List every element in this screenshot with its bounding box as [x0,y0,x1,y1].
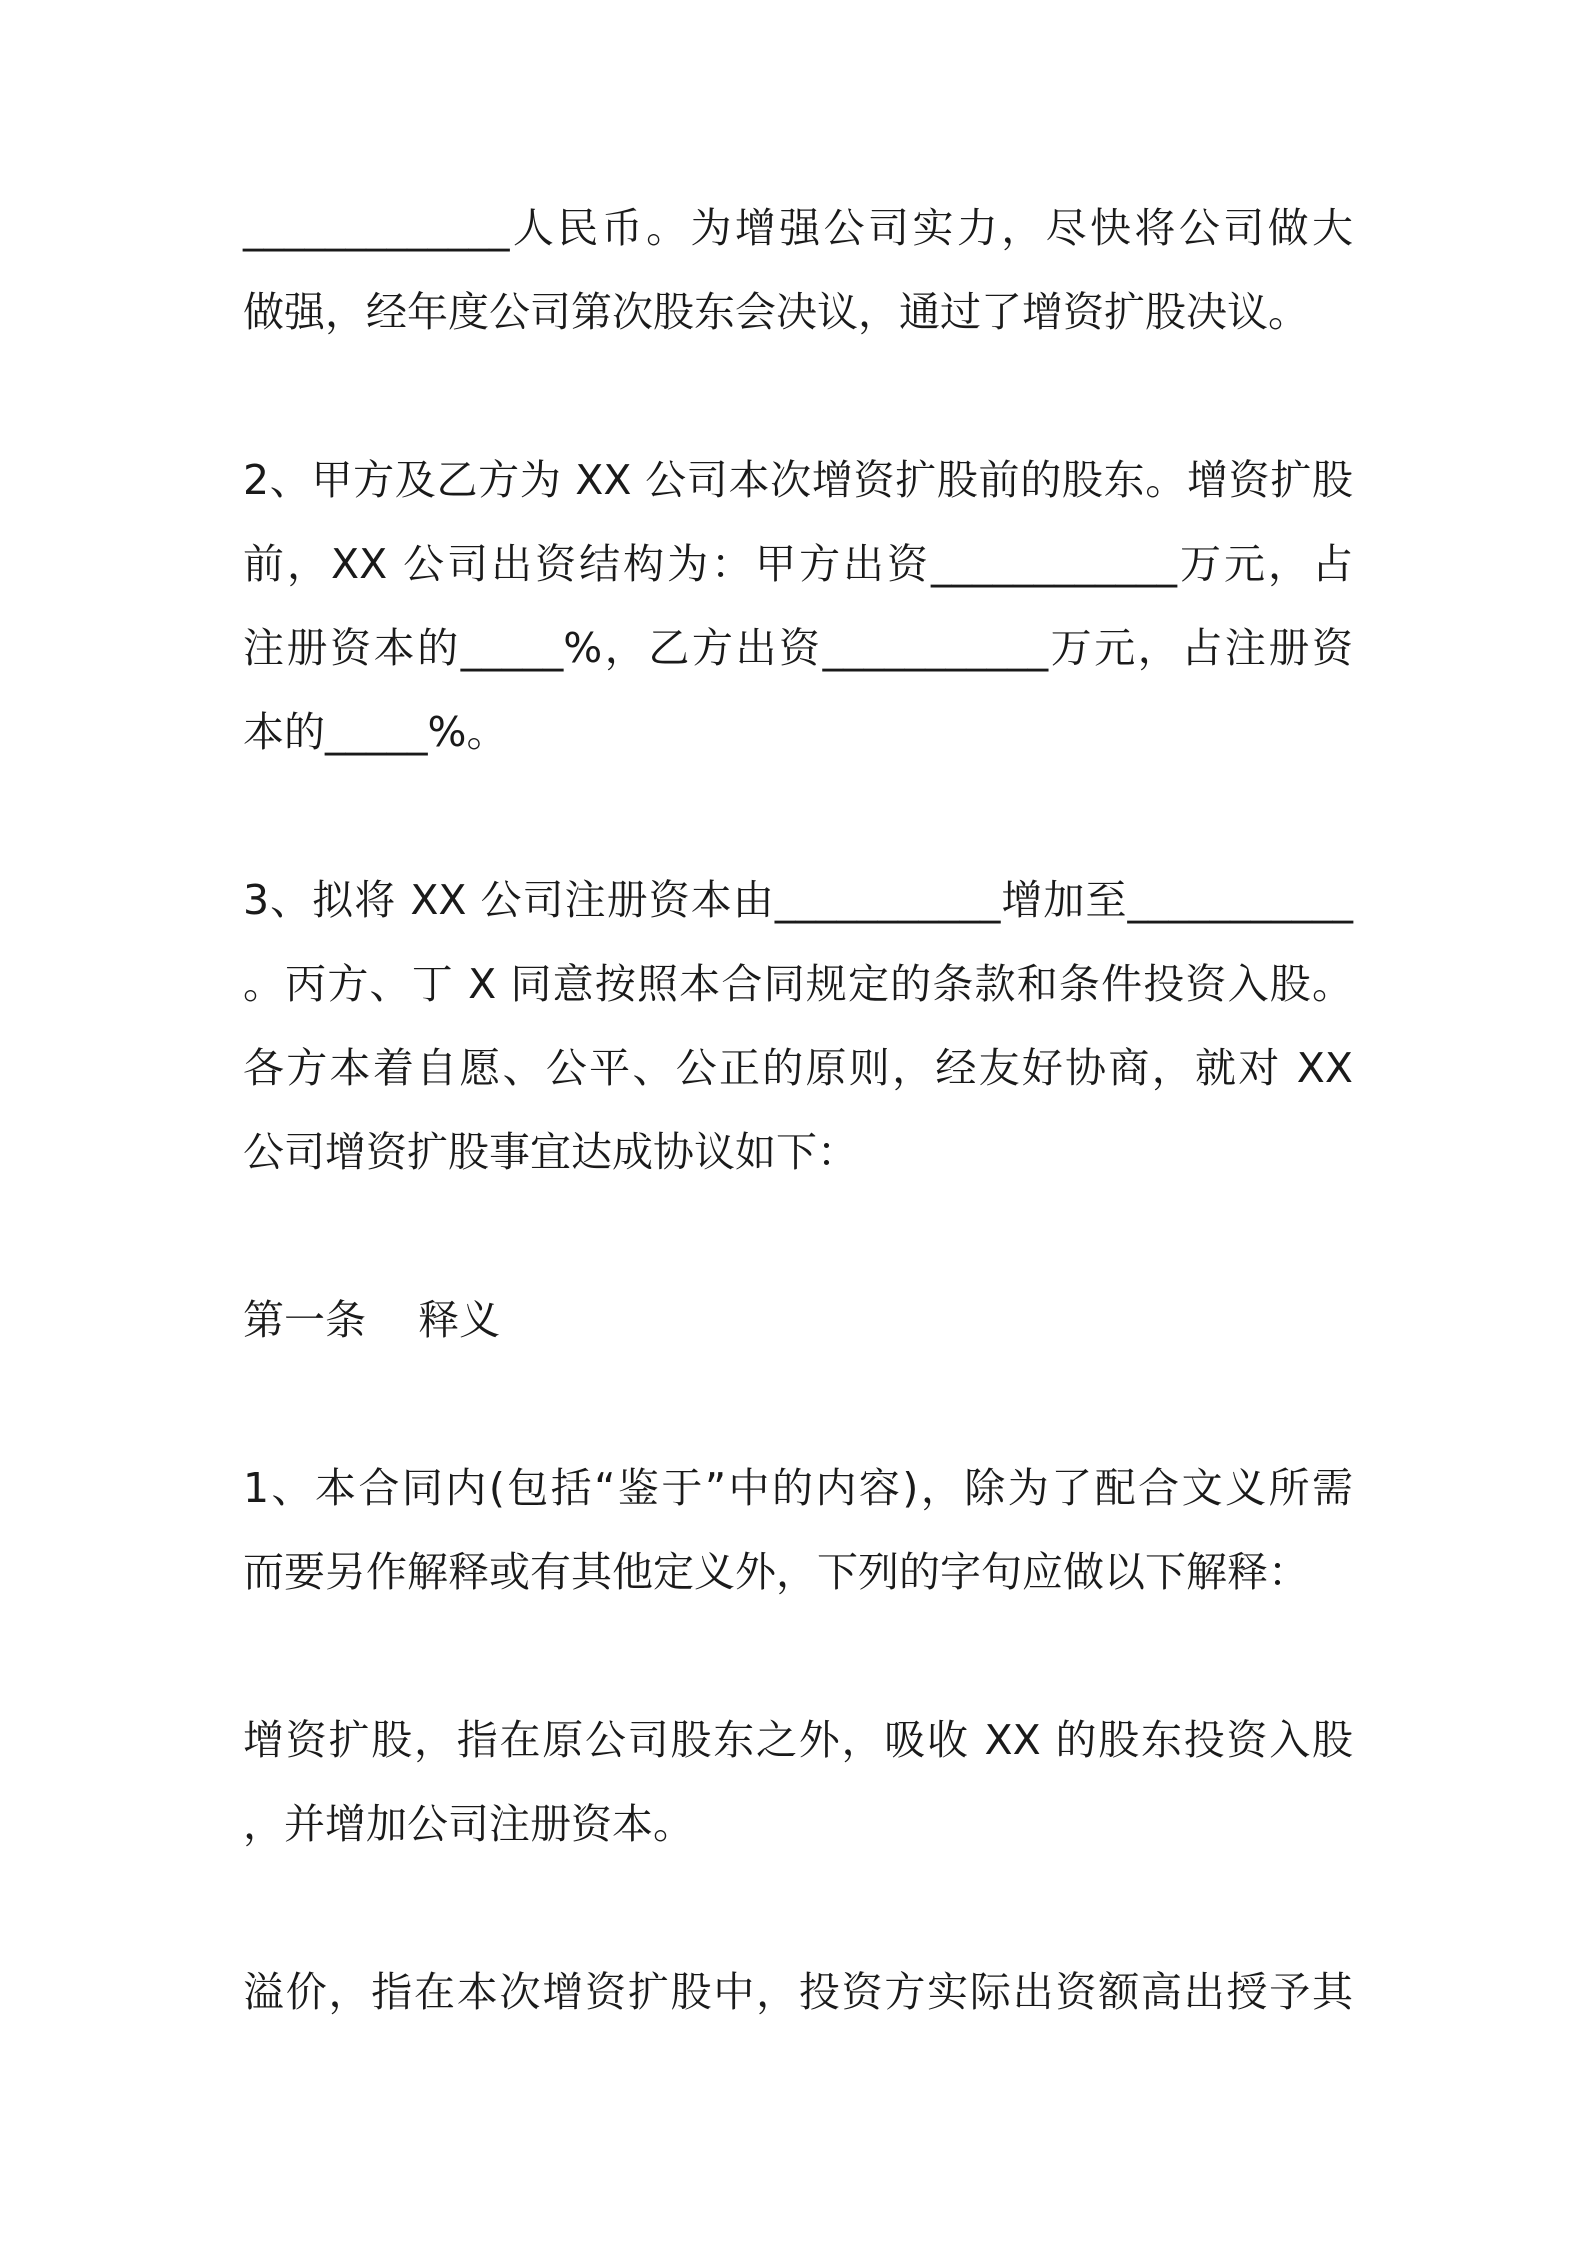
paragraph-definition-capital-increase [243,1698,1353,1866]
paragraph-capital-increase [243,858,1353,1194]
paragraph-definition-premium [243,1950,1353,2034]
text-line: 本的_____%。 [243,708,508,756]
text-line: 增资扩股，指在原公司股东之外，吸收 XX 的股东投资入股 [243,1716,1353,1764]
text-line: 各方本着自愿、公平、公正的原则，经友好协商，就对 XX [243,1044,1353,1092]
text-line: ，并增加公司注册资本。 [243,1800,694,1848]
text-line: 而要另作解释或有其他定义外，下列的字句应做以下解释： [243,1548,1309,1596]
text-line: 1、本合同内(包括“鉴于”中的内容)，除为了配合文义所需 [243,1464,1353,1512]
text-line: 。丙方、丁 X 同意按照本合同规定的条款和条件投资入股。 [243,960,1353,1008]
paragraph-definitions-intro [243,1446,1353,1614]
text-line: 公司增资扩股事宜达成协议如下： [243,1128,858,1176]
text-line: 第一条 释义 [243,1296,501,1344]
text-line: 2、甲方及乙方为 XX 公司本次增资扩股前的股东。增资扩股 [243,456,1353,504]
text-line: 做强，经年度公司第次股东会决议，通过了增资扩股决议。 [243,288,1309,336]
article-heading [243,1278,1353,1362]
paragraph-shareholder-structure [243,438,1353,774]
text-line: 注册资本的_____%，乙方出资___________万元，占注册资 [243,624,1353,672]
text-line: 3、拟将 XX 公司注册资本由___________增加至___________ [243,876,1353,924]
text-line: 溢价，指在本次增资扩股中，投资方实际出资额高出授予其 [243,1968,1353,2016]
paragraph-capital-resolution [243,186,1353,354]
text-line: _____________人民币。为增强公司实力，尽快将公司做大 [243,204,1353,252]
text-line: 前，XX 公司出资结构为：甲方出资____________万元，占 [243,540,1353,588]
